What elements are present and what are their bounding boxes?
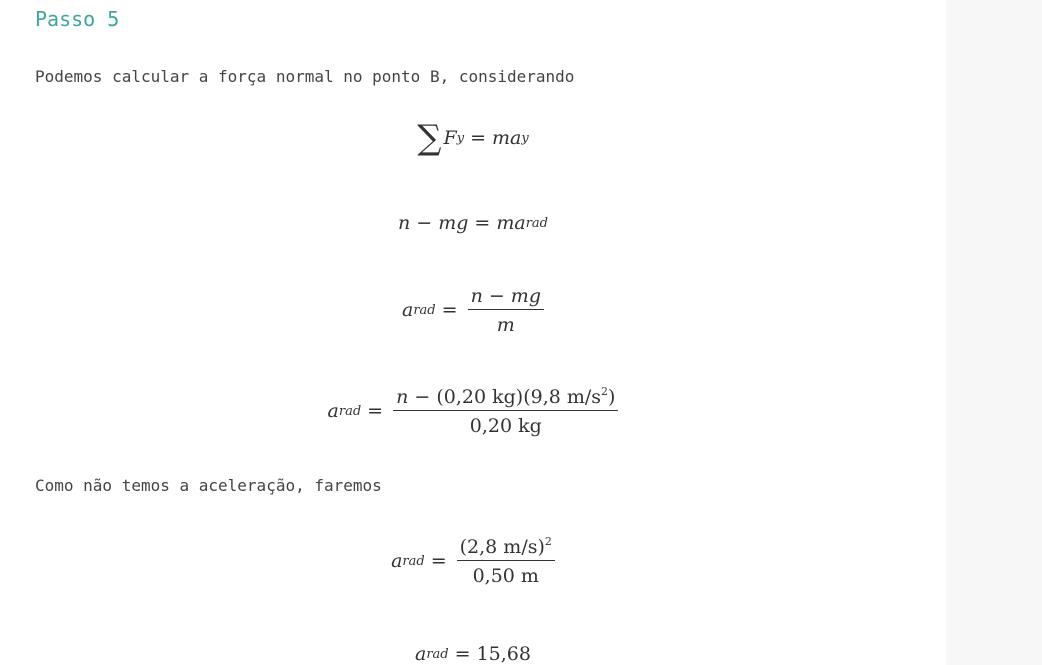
- eq2-rhs: ma: [496, 212, 526, 234]
- eq3-lhs: a: [402, 299, 414, 321]
- eq5-num-exponent: 2: [544, 535, 552, 548]
- eq5-denominator: 0,50 m: [472, 565, 539, 587]
- eq2-lhs: n − mg: [398, 212, 469, 234]
- eq4-num-close: ): [608, 386, 616, 408]
- eq5-equals: =: [430, 550, 447, 572]
- equation-arad-result: [0, 640, 946, 665]
- eq4-num-gravity: (9,8 m/s: [523, 386, 602, 408]
- equation-normal-force: [0, 208, 946, 238]
- eq2-rhs-sub: rad: [525, 215, 548, 231]
- eq2-equals: =: [474, 212, 491, 234]
- sum-symbol: ∑: [417, 118, 442, 158]
- eq6-equals: =: [454, 643, 471, 665]
- eq4-fraction: [393, 385, 618, 437]
- eq4-denominator: 0,20 kg: [469, 415, 542, 437]
- eq4-num-n: n −: [396, 386, 437, 408]
- equation-sum-forces: [0, 118, 946, 158]
- no-acceleration-paragraph: Como não temos a aceleração, faremos: [35, 476, 382, 495]
- equation-arad-substituted: [0, 380, 946, 442]
- eq5-numerator: [457, 535, 555, 560]
- step-title: Passo 5: [35, 7, 120, 31]
- eq5-lhs: a: [391, 550, 403, 572]
- side-panel: [946, 0, 1042, 665]
- eq5-num-value: (2,8 m/s): [459, 536, 545, 558]
- eq4-num-exponent: 2: [601, 385, 609, 398]
- eq6-rhs: 15,68: [476, 643, 531, 665]
- eq5-fraction: [457, 535, 555, 587]
- intro-paragraph: Podemos calcular a força normal no ponto B, considerando: [35, 67, 575, 86]
- eq3-lhs-sub: rad: [413, 302, 436, 318]
- eq3-numerator: n − mg: [470, 284, 541, 307]
- eq6-lhs: a: [415, 643, 427, 665]
- eq3-equals: =: [441, 299, 458, 321]
- eq3-denominator: m: [496, 313, 515, 336]
- eq4-lhs: a: [327, 400, 339, 422]
- eq4-equals: =: [367, 400, 384, 422]
- equation-arad-fraction: [0, 283, 946, 337]
- eq1-lhs: F: [443, 127, 457, 149]
- eq1-rhs: ma: [492, 127, 522, 149]
- equation-arad-velocity: [0, 532, 946, 590]
- eq4-numerator: [393, 385, 618, 410]
- eq3-fraction: [468, 285, 544, 336]
- eq1-equals: =: [470, 127, 487, 149]
- eq5-lhs-sub: rad: [402, 553, 425, 569]
- eq4-num-mass: (0,20 kg): [436, 386, 524, 408]
- eq1-rhs-sub: y: [521, 130, 529, 146]
- eq6-lhs-sub: rad: [426, 646, 449, 662]
- eq1-lhs-sub: y: [456, 130, 465, 146]
- eq4-lhs-sub: rad: [338, 403, 362, 419]
